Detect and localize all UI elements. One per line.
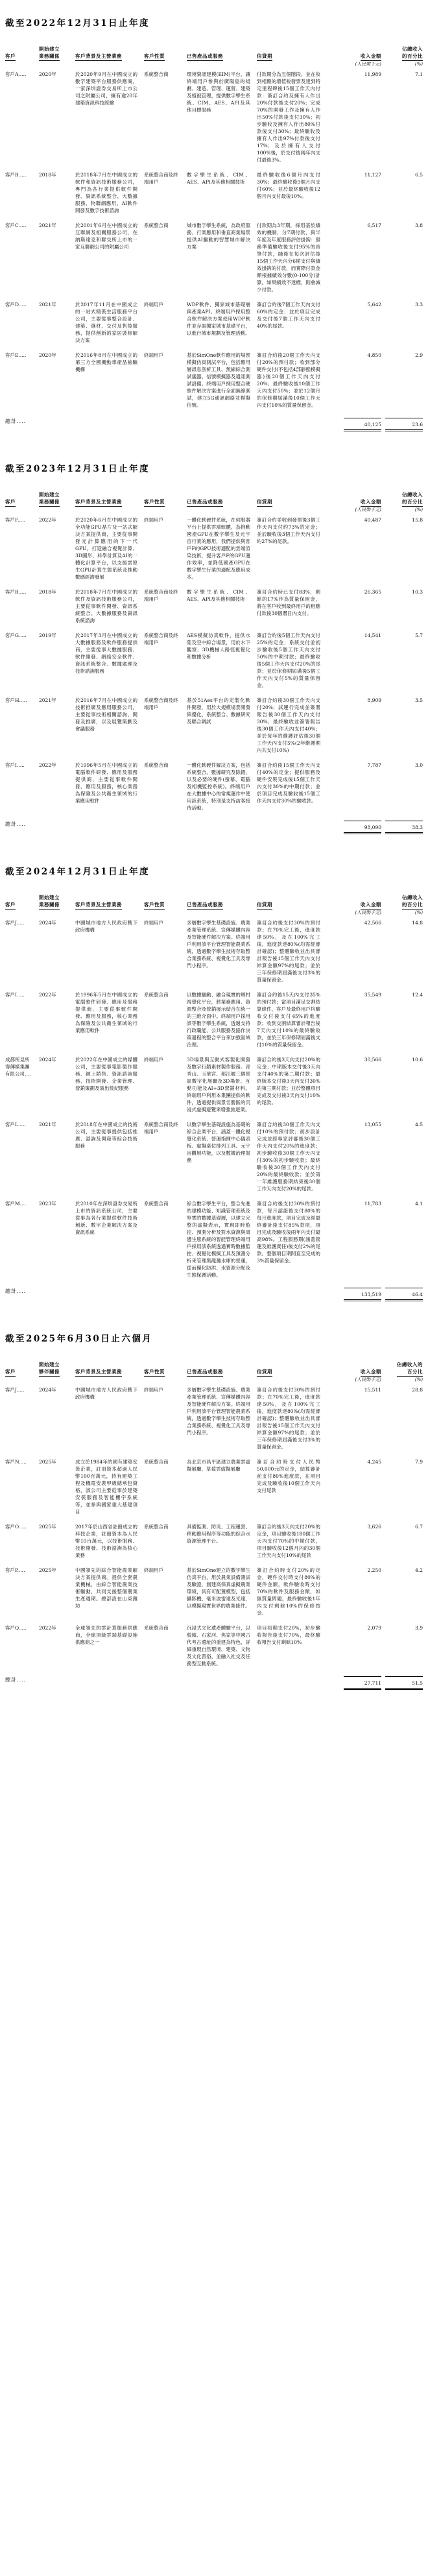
col-header-relationship-year-sub: [39, 61, 69, 69]
products-sold: 基於SimOne建立的數字孿生仿真平台，用於農業設備測試及驗證，創建高保真虛擬農業環境，具有可配置模型，包括攝影機、毫米波雷達及光達，以模擬現實世界的農業條件。: [187, 1567, 250, 1609]
revenue-amount: 14,541: [364, 632, 381, 638]
col-header-revenue: 收入金額 (人民幣千元): [327, 45, 381, 71]
customer-row: [5, 762, 423, 819]
customer-nature: 系統整合商及終端用戶: [144, 697, 178, 710]
customer-background: 於2018年7月在中國成立的軟件和資訊技術服務公司，專門為各行業提供軟件開發、資訊系統整合、大數據服務、物聯網應用、AI軟件開發及數字技術諮詢: [75, 172, 137, 213]
col-header-revenue-percentage: 佔總收入的 百分比 (%): [381, 1361, 423, 1386]
customer-nature: 系統整合商: [144, 1524, 169, 1530]
relationship-year: 2022年: [39, 517, 56, 523]
col-header-relationship-year: 開始建立 業務關係: [39, 45, 75, 71]
revenue-amount: 13,055: [364, 1122, 381, 1127]
customer-background: 中國城市地方人民政府轄下政府機構: [75, 1387, 137, 1400]
relationship-year: 2024年: [39, 920, 56, 926]
revenue-percentage: 7.9: [415, 1459, 423, 1465]
col-header-background-sub: [75, 1377, 137, 1384]
total-revenue: 98,090: [344, 821, 381, 834]
products-sold: 為北京市昌平區建立農業雲虛擬展廳、草莓雲虛擬展廳: [187, 1459, 250, 1472]
total-label: 總計....: [5, 1288, 27, 1294]
credit-period: 項目初期支付20%，初步驗收報告後支付70%，最終驗收報告支付剩餘10%: [257, 1625, 320, 1645]
customer-name: 客戶C.....: [5, 223, 27, 228]
relationship-year: 2023年: [39, 1201, 56, 1207]
customer-background: 中國城市地方人民政府轄下政府機構: [75, 920, 137, 933]
revenue-amount: 6,517: [367, 223, 381, 228]
col-header-nature: 客戶性質: [144, 894, 187, 919]
products-sold: 多層數字孿生基礎設施、農業產業管理系統、宣傳媒體內容及智能硬件解決方案。終端用戶利用該平台管理智能農業系統，透過數字孿生技術存取整合業務系統、視覺化工具及專門小程序。: [187, 920, 250, 969]
credit-period: 簽訂合約後支付30%的預付款，每月認證後支付80%的每月進度款，項目完成及經最終審計後支付85%款項，項目完成及驗收後兩年內支付最高98%。工程服務期(涵蓋營運及維護責任)後支付2%的尾款。整個項目期間直至完成的3%質量保留金。: [257, 1201, 320, 1264]
relationship-year: 2024年: [39, 1057, 56, 1063]
customer-background: 中國領先的綜合智能農業解決方案提供商。提供全套農業機械，由綜合智能農業技術驅動，共同支援整個農業生產週期。總部設在山東濰坊: [75, 1567, 137, 1609]
col-header-customer-sub: [5, 507, 32, 514]
credit-period: 簽訂合約並收到發票後3個工作天內支付約73%的定金；並於驗收後3個工作天內支付約27%的尾款。: [257, 517, 320, 544]
customer-nature: 系統整合商: [144, 992, 169, 998]
customer-nature: 系統整合商及終端用戶: [144, 1122, 178, 1135]
col-header-revenue-sub: (人民幣千元): [355, 507, 381, 512]
col-header-customer: 客戶: [5, 1361, 39, 1386]
products-sold: 基於SimOne軟件應用的場景模擬仿真測試平台，包括應用層訊息剖析工具、無線綜合測試儀器、信號模擬器及通訊測試設備。終端用戶採用整合硬軟件解決方案進行全面無線測試，建立5G通訊網絡並模擬信號。: [187, 352, 250, 408]
revenue-percentage: 4.2: [415, 1567, 423, 1573]
products-sold: 以數據驅動、融合現實的鄉村視覺化平台，將業務應用、資源整合及營銷展示結合在統一的三維介面中。終端用戶採用該等數字孿生系統，透過支持行政職能、公共服務及協作決策過程的整合平台來加強區域治理。: [187, 992, 250, 1048]
customer-row: [5, 1624, 423, 1675]
customer-nature: 系統整合商: [144, 762, 169, 768]
total-row: [5, 1286, 423, 1309]
customer-background: 於2020年6月在中國成立的全功能GPU晶片及一站式解決方案提供商，主要從事開發元計算應用的下一代GPU，打造融合視覺計算、3D圖形、科學計算及AI的一體化計算平台，以支援雲原生GPU計算生態系統及推動數碼經濟發展: [75, 517, 137, 580]
col-header-revenue-percentage-sub: (%): [414, 1377, 423, 1382]
credit-period: 付款期為3年期，採用基於績效的機制，分7期付款，與半年度及年度服務評估掛鈎：服務準備驗收後支付95%的首筆付款，隨後在每次評估後15個工作天內分6期支付與績效掛鈎的付款，而實際付款金額根據績效分數(0-100分)計算，如果績效不達標，則會減少付款。: [257, 223, 320, 293]
revenue-percentage: 4.5: [415, 1122, 423, 1127]
customer-background: 於2016年8月在中國成立的第三方全國機動車產品檢驗機構: [75, 352, 137, 372]
total-label: 總計....: [5, 821, 27, 827]
customer-background: 全球領先的雲計算服務供應商，全球頂級雲端基礎設施供應商之一: [75, 1625, 137, 1645]
relationship-year: 2022年: [39, 762, 56, 768]
col-header-relationship-year-sub: [39, 909, 69, 917]
total-revenue: 40,125: [344, 418, 381, 431]
col-header-revenue: 收入金額 (人民幣千元): [327, 1361, 381, 1386]
col-header-products-sub: [187, 909, 250, 917]
relationship-year: 2025年: [39, 1524, 56, 1530]
customer-nature: 系統整合商: [144, 1459, 169, 1465]
customer-name: 客戶D.....: [5, 302, 27, 307]
revenue-percentage: 10.6: [412, 1057, 423, 1063]
relationship-year: 2025年: [39, 1567, 56, 1573]
revenue-amount: 3,626: [367, 1524, 381, 1530]
col-header-relationship-year-sub: [39, 507, 69, 514]
prospectus-page: [5, 0, 423, 1746]
col-header-background: 客戶背景及主營業務: [75, 894, 144, 919]
customer-nature: 終端用戶: [144, 302, 163, 307]
customer-background: 於2018年7月在中國成立的軟件及資訊技術服務公司，主要從事軟件開發、資訊系統整合、大數據服務及資訊系統諮詢: [75, 589, 137, 623]
customer-name: 客戶H.....: [5, 697, 27, 703]
customer-row: [5, 1386, 423, 1458]
customer-name: 客戶M....: [5, 1201, 27, 1207]
col-header-revenue-percentage: 佔總收入 的百分比 (%): [381, 491, 423, 516]
col-header-customer-sub: [5, 61, 32, 69]
col-header-nature-sub: [144, 507, 180, 514]
total-row: [5, 819, 423, 842]
products-sold: 基於51Aes平台的定製化軟件開發，用於大規模場景開發與優化、系統整合、數據研究及聯合調試: [187, 697, 250, 725]
revenue-percentage: 5.7: [415, 632, 423, 638]
revenue-amount: 40,487: [364, 517, 381, 523]
customer-background: 於1996年5月在中國成立的電腦軟件研發、應用及服務提供商，主要從事軟件開發、應用及服務，核心業務為保險及公共衛生領域的行業應用軟件: [75, 992, 137, 1033]
revenue-amount: 2,079: [367, 1625, 381, 1631]
col-header-nature: 客戶性質: [144, 45, 187, 71]
col-header-credit-period: 信貸期: [257, 894, 327, 919]
revenue-percentage: 3.8: [415, 223, 423, 228]
relationship-year: 2021年: [39, 302, 56, 307]
products-sold: WDP軟件、獨家城市基礎層與產業API。終端用戶採用整合軟件解決方案使用WDP軟件並存取獨家城市基礎平台，以進行城市規劃及管理活動。: [187, 302, 250, 336]
customer-nature: 終端用戶: [144, 517, 163, 523]
total-label: 總計....: [5, 1677, 27, 1683]
col-header-revenue-percentage-sub: (%): [414, 62, 423, 67]
customer-row: [5, 588, 423, 632]
col-header-revenue-percentage-sub: (%): [414, 507, 423, 512]
customer-row: [5, 222, 423, 301]
col-header-revenue-sub: (人民幣千元): [355, 62, 381, 67]
revenue-amount: 11,783: [364, 1201, 381, 1207]
credit-period: 簽訂合約後15天內支付35%的預付款；當項目滿足交割結算條件，客戶及最終用戶均驗收交付後支付45%的進度款；收到交割結算審計報告後7天內支付10%的最終驗收款，並於三年保修期屆滿後支付10%的質量保留金。: [257, 992, 320, 1048]
customer-background: 於2017年11月在中國成立的一站式精裝生活服務平台公司，主要從事整合設計、建築、選材、交付及售後服務，提供創新的家居裝修解決方案: [75, 302, 137, 343]
revenue-percentage: 3.9: [415, 1625, 423, 1631]
col-header-background: 客戶背景及主營業務: [75, 45, 144, 71]
credit-period: 最終驗收後6個月內支付30%；最終驗收後9個月內支付60%；並於最終驗收後12個月內支付最後10%。: [257, 172, 320, 199]
total-percentage: 46.4: [385, 1288, 423, 1301]
total-percentage: 51.5: [385, 1676, 423, 1690]
customer-background: 成立於1984年的國有建築安裝企業，註冊資本超過人民幣100百萬元，持有建築工程及機電安裝甲級總承包資格，該公司主要從事於建築安裝服務及智能樓宇系統等，並參與國家重大基建項目: [75, 1459, 137, 1515]
customer-nature: 系統整合商: [144, 223, 169, 228]
customer-name: 客戶G.....: [5, 632, 27, 638]
credit-period: 簽訂合約時支付人民幣50,000元的定金，結算審計前支付80%進度款，在項目完成及驗收後10個工作天內支付尾款: [257, 1459, 320, 1493]
col-header-credit-period-sub: [257, 1377, 320, 1384]
credit-period: 簽訂合約後20個工作天內支付20%的預付款；收到部分硬件交付(不包括4部靜態模擬器)後20個工作天內支付20%；最終驗收後10個工作天內支付50%；並於12個月的保修期屆滿後10個工作天內支付10%的質量保留金。: [257, 352, 320, 408]
customer-nature: 終端用戶: [144, 352, 163, 358]
customer-nature: 終端用戶: [144, 1057, 163, 1063]
customer-row: [5, 171, 423, 222]
total-percentage: 23.6: [385, 418, 423, 431]
revenue-amount: 15,511: [364, 1387, 381, 1393]
customer-row: [5, 1523, 423, 1567]
products-sold: 3D場景與互動式客製化開發及數字行銷素材製作服務。青秀山、玉華宮、都江堰三個景區數字化展廳及3D場景、互動功能及AI+3D營銷材料。終端用戶利用本集團提供的軟件，透過提供風景名勝區的沉浸式虛擬遊覽來增強旅遊業。: [187, 1057, 250, 1113]
customer-name: 客戶E.....: [5, 352, 27, 358]
credit-period: 簽訂合約時支付20%的定金，硬件交付時支付80%的硬件金額，軟件驗收時支付70%的軟件及服務金額，如無質量問題，最終驗收後1年內支付剩餘10%的保修按金。: [257, 1567, 320, 1616]
total-label: 總計....: [5, 418, 27, 424]
customer-background: 於2020年9月在中國成立的數字建築平台服務供應商，一家深圳證券交易所上市公司之附屬公司，擁有逾20年建築資訊科技經驗: [75, 71, 137, 106]
col-header-products-sub: [187, 507, 250, 514]
col-header-nature: 客戶性質: [144, 491, 187, 516]
total-revenue-cell: [327, 819, 381, 842]
col-header-relationship-year: 開始建立 業務關係: [39, 894, 75, 919]
products-sold: AES模擬仿真軟件，提供水陸及空中綜合場景，用於水下觀察、3D機械人路徑視覺化和數據分析: [187, 632, 250, 660]
customer-name: 客戶J.....: [5, 1387, 25, 1393]
col-header-revenue: 收入金額 (人民幣千元): [327, 491, 381, 516]
col-header-credit-period-sub: [257, 909, 320, 917]
customer-background: 於2001年6月在中國成立的互聯網及相關服務公司，在納斯達克和聯交所上市的一家互聯網公司的附屬公司: [75, 223, 137, 250]
total-row: [5, 416, 423, 439]
col-header-relationship-year: 開始建立 夥伴關係: [39, 1361, 75, 1386]
relationship-year: 2019年: [39, 632, 56, 638]
customer-row: [5, 1458, 423, 1523]
relationship-year: 2022年: [39, 1625, 56, 1631]
products-sold: 多層數字孿生基礎設施、農業產業管理系統、宣傳媒體內容及智能硬件解決方案。終端用戶利用該平台管理智能農業系統，透過數字孿生技術存取整合業務系統、視覺化工具及專門小程序。: [187, 1387, 250, 1436]
total-revenue-cell: [327, 1286, 381, 1309]
products-sold: 環境資訊建模(EIM)平台，讓終端用戶參與於廣陽島的規劃、建造、管理、運營、建築及植被管理，提供數字孿生系統、CIM、AES、API及其他目標服務: [187, 71, 250, 113]
customer-nature: 終端用戶: [144, 1387, 163, 1393]
customer-row: [5, 991, 423, 1056]
revenue-percentage: 6.5: [415, 172, 423, 178]
customer-name: 客戶B.....: [5, 172, 27, 178]
revenue-amount: 42,566: [364, 920, 381, 926]
customer-nature: 終端用戶: [144, 920, 163, 926]
customer-name: 客戶B.....: [5, 589, 27, 595]
revenue-amount: 30,566: [364, 1057, 381, 1063]
revenue-percentage: 15.8: [412, 517, 423, 523]
revenue-amount: 35,549: [364, 992, 381, 998]
revenue-percentage: 10.3: [412, 589, 423, 595]
credit-period: 簽訂合約後支付30%的預付款；在70%完工後，進度款達50%，及在100%完工後，進度款達80%(均需經審計確認)；整體驗收並出具審計報告後15個工作天內支付結算金額97%的尾款；並於三年保修期屆滿後支付3%的質量保留金。: [257, 920, 320, 983]
header-row: [5, 491, 423, 516]
customers-table: [5, 894, 423, 1309]
revenue-percentage: 2.9: [415, 352, 423, 358]
products-sold: 一體化軟硬件系統，在伺服器平台上提供雲端軟體，為推動國產GPU在數字孿生及元宇宙行業的應用，我們提供與客戶F的GPU技術適配的雲端渲染技術，提升客戶F的GPU運作效率，並降低國產GPU在數字孿生行業的適配及應用成本。: [187, 517, 250, 580]
col-header-background-sub: [75, 507, 137, 514]
total-row: [5, 1675, 423, 1698]
customer-name: 客戶I.....: [5, 992, 25, 998]
relationship-year: 2021年: [39, 223, 56, 228]
col-header-revenue-sub: (人民幣千元): [355, 910, 381, 915]
col-header-revenue-percentage-sub: (%): [414, 910, 423, 915]
col-header-credit-period-sub: [257, 61, 320, 69]
section-title: 截至2023年12月31日止年度: [5, 464, 150, 474]
col-header-products-sub: [187, 61, 250, 69]
col-header-revenue-percentage: 佔總收入 的百分比 (%): [381, 45, 423, 71]
customer-row: [5, 697, 423, 762]
relationship-year: 2020年: [39, 352, 56, 358]
products-sold: 一體化軟硬件解決方案，包括系統整合、數據研究及除錯，以及必要的硬件(螢幕、電腦及相機監控系統)。終端用戶在大數據中心的常規運作中使用該系統，特別是支持訪客接待活動。: [187, 762, 250, 811]
revenue-amount: 11,127: [364, 172, 381, 178]
col-header-nature-sub: [144, 909, 180, 917]
customer-nature: 系統整合商: [144, 1201, 169, 1207]
total-revenue: 27,711: [344, 1676, 381, 1690]
revenue-amount: 26,365: [364, 589, 381, 595]
report: [5, 16, 423, 1698]
col-header-credit-period: 信貸期: [257, 491, 327, 516]
customer-row: [5, 301, 423, 352]
credit-period: 簽訂合約後3天內支付20%的定金；中期版本交付後3天內支付40%的第二期付款；最終版本交付後3天內支付30%的第三期付款；並於整體項目完成及交付後3天內支付10%的尾款。: [257, 1057, 320, 1105]
total-revenue-cell: [327, 1675, 381, 1698]
revenue-percentage: 3.5: [415, 697, 423, 703]
customer-nature: 系統整合商: [144, 71, 169, 77]
col-header-credit-period: 信貸期: [257, 45, 327, 71]
col-header-customer-sub: [5, 909, 32, 917]
customer-row: [5, 1056, 423, 1121]
period-section: [5, 461, 423, 842]
credit-period: 付款期分為五個階段，並在收到相應的增值稅發票及達到特定里程碑後15個工作天內付款：簽訂合約及擁有人作出20%付款後支付20%；完成70%的開發工作及擁有人作出50%付款後支付30%；初步驗收及擁有人作出80%付款後支付30%；最終驗收及擁有人作出97%付款後支付17%；及於擁有人支付100%後，於交付後兩年內支付最後3%。: [257, 71, 320, 163]
col-header-products: 已售產品或服務: [187, 45, 257, 71]
customer-row: [5, 1121, 423, 1200]
customer-background: 於1996年5月在中國成立的電腦軟件研發、應用及服務提供商，主要從事軟件開發、應用及服務，核心業務為保險及公共衛生領域的行業應用軟件: [75, 762, 137, 804]
customer-name: 客戶P.....: [5, 1567, 25, 1573]
products-sold: 數字孿生系統、CIM、AES、API及其他相關技術: [187, 589, 250, 602]
products-sold: 具備監測、防災、工程運營、移動應用程序等功能的綜合水資源管理平台。: [187, 1524, 250, 1544]
revenue-amount: 4,245: [367, 1459, 381, 1465]
section-title: 截至2025年6月30日止六個月: [5, 1334, 153, 1344]
customer-nature: 終端用戶: [144, 1567, 163, 1573]
customer-name: 成都所見所得傳媒集團有限公司....: [5, 1057, 31, 1077]
revenue-percentage: 7.1: [415, 71, 423, 77]
revenue-amount: 5,642: [367, 302, 381, 307]
header-row: [5, 894, 423, 919]
customer-background: 於2010年在深圳證券交易所上市的資訊系統公司，主要從事為各行業提供軟件技術創新、數字企業解決方案及資訊系統: [75, 1201, 137, 1235]
relationship-year: 2021年: [39, 697, 56, 703]
total-percentage-cell: [381, 819, 423, 842]
header-row: [5, 45, 423, 71]
col-header-products: 已售產品或服務: [187, 894, 257, 919]
customer-background: 於2022年在中國成立的媒體公司，主要從事電影製作服務、網上銷售、資訊諮詢服務、技術開發、企業管理、營銷策劃及演出經紀服務: [75, 1057, 137, 1091]
revenue-percentage: 3.3: [415, 302, 423, 307]
col-header-relationship-year-sub: [39, 1377, 69, 1384]
period-section: [5, 1331, 423, 1698]
col-header-customer: 客戶: [5, 491, 39, 516]
col-header-background: 客戶背景及主營業務: [75, 1361, 144, 1386]
col-header-background-sub: [75, 61, 137, 69]
revenue-percentage: 4.1: [415, 1201, 423, 1207]
customer-row: [5, 919, 423, 991]
total-percentage-cell: [381, 416, 423, 439]
credit-period: 簽訂合約後30個工作天內支付10%的預付款；初步設計完成並經專家評審後30個工作天內支付20%的進度款；初步驗收後30個工作天內支付30%的初步驗收款；最終驗收後30個工作天內支付20%的最終驗收款；並於第一年維護服務期結束後30個工作天內支付20%的尾款。: [257, 1122, 320, 1192]
customer-name: 客戶J.....: [5, 920, 25, 926]
relationship-year: 2025年: [39, 1459, 56, 1465]
total-percentage-cell: [381, 1675, 423, 1698]
col-header-credit-period: 信貸期: [257, 1361, 327, 1386]
customer-row: [5, 1200, 423, 1286]
customer-nature: 系統整合商: [144, 1625, 169, 1631]
header-row: [5, 1361, 423, 1386]
products-sold: 綜合數字孿生平台，整合先進的建模功能、知識管理系統及堅實的數據基礎層，以建立完整的虛擬表示，實現即時監控、預測分析及對水資源與周邊生態系統的智能管理終端用戶採用該系統透過實時數據監控、視覺化模擬工具及預測分析來管理黑龍灘水庫的營運，從而優化防洪、水資源分配及生態保護活動。: [187, 1201, 250, 1278]
customer-name: 客戶I.....: [5, 762, 25, 768]
period-section: [5, 16, 423, 439]
section-title: 截至2022年12月31日止年度: [5, 18, 150, 29]
customer-nature: 系統整合商及終端用戶: [144, 589, 178, 602]
revenue-amount: 7,787: [367, 762, 381, 768]
revenue-percentage: 6.7: [415, 1524, 423, 1530]
products-sold: 數字孿生系統、CIM、AES、API及其他相關技術: [187, 172, 250, 185]
relationship-year: 2021年: [39, 1122, 56, 1127]
col-header-background: 客戶背景及主營業務: [75, 491, 144, 516]
revenue-percentage: 3.0: [415, 762, 423, 768]
credit-period: 簽訂合約後7個工作天內支付60%的定金；並於項目完成及交付後7個工作天內支付40%的尾款。: [257, 302, 320, 329]
credit-period: 簽訂合約時已支付83%，剩餘的17%作為質量保留金，將在客戶收到最終用戶的相應付款後30個曆日內支付。: [257, 589, 320, 616]
section-title: 截至2024年12月31日止年度: [5, 867, 150, 877]
col-header-products: 已售產品或服務: [187, 491, 257, 516]
customer-background: 2017年於山西省註冊成立的科技企業，註冊資本為人民幣10百萬元，以技術服務、技術開發、技術諮詢為核心業務: [75, 1524, 137, 1558]
col-header-nature-sub: [144, 61, 180, 69]
customer-name: 客戶F.....: [5, 517, 25, 523]
customer-background: 於2016年7月在中國成立的技術推廣及應用服務公司，主要從事技術相關諮詢、開發及推廣，以及展覽策劃及會議服務: [75, 697, 137, 732]
customer-row: [5, 71, 423, 171]
revenue-amount: 2,250: [367, 1567, 381, 1573]
credit-period: 簽訂合約後30個工作天內支付20%；試運行完成並簽署報告後30個工作天內支付30%；最終驗收並簽署報告後30個工作天內支付40%；並於每年的維護評估後30個工作天內支付5%(2年維護期內共支付10%): [257, 697, 320, 753]
col-header-revenue-percentage: 佔總收入 的百分比 (%): [381, 894, 423, 919]
relationship-year: 2018年: [39, 172, 56, 178]
customer-name: 客戶N.....: [5, 1459, 27, 1465]
total-revenue: 133,519: [344, 1288, 381, 1301]
total-percentage-cell: [381, 1286, 423, 1309]
credit-period: 簽訂合約後15個工作天內支付40%的定金；提供服務及硬件安裝完成後15個工作天內支付30%的中期付款；並於項目完成及驗收後15個工作天內支付30%的驗收款。: [257, 762, 320, 804]
total-revenue-cell: [327, 416, 381, 439]
customer-name: 客戶A.....: [5, 71, 27, 77]
customer-name: 客戶O.....: [5, 1524, 27, 1530]
credit-period: 簽訂合約後3天內支付20%的定金，項目驗收後180個工作天內支付70%的中期付款，項目驗收後12個月內的30個工作天內支付10%的尾款: [257, 1524, 320, 1558]
relationship-year: 2018年: [39, 589, 56, 595]
products-sold: 沉浸式文化遺產體驗平台，以殷墟、石家河、焦家等中國古代考古遺址的重建為特色，詳細重現自然環境、建築、文物及文化習俗，並融入社交及任務型互動系統。: [187, 1625, 250, 1667]
customer-background: 於2017年3月在中國成立的大數據服務及軟件服務提供商，主要從事大數據服務、軟件開發、網絡安全軟件、資訊系統整合、數據處理及技術諮詢服務: [75, 632, 137, 674]
col-header-products: 已售產品或服務: [187, 1361, 257, 1386]
revenue-percentage: 28.8: [412, 1387, 423, 1393]
customers-table: [5, 491, 423, 842]
relationship-year: 2022年: [39, 992, 56, 998]
revenue-amount: 8,909: [367, 697, 381, 703]
credit-period: 簽訂合約後支付30%的預付款；在70%完工後，進度款達50%，及在100%完工後，進度款達80%(均需經審計確認)；整體驗收並出具審計報告後15個工作天內支付結算金額97%的尾款；並於三年保修期屆滿後支付3%的質量保留金。: [257, 1387, 320, 1450]
relationship-year: 2020年: [39, 71, 56, 77]
customer-name: 客戶L.....: [5, 1122, 26, 1127]
revenue-amount: 4,850: [367, 352, 381, 358]
revenue-percentage: 14.8: [412, 920, 423, 926]
col-header-nature-sub: [144, 1377, 180, 1384]
products-sold: 以數字孿生基礎設施為基礎的綜合企業平台，涵蓋一體化視覺化系統、營運指揮中心儀表板、虛擬桌位排列工具、元宇宙觀展功能，以及數據治理服務: [187, 1122, 250, 1163]
customer-row: [5, 1567, 423, 1624]
customer-name: 客戶Q.....: [5, 1625, 27, 1631]
col-header-nature: 客戶性質: [144, 1361, 187, 1386]
col-header-revenue: 收入金額 (人民幣千元): [327, 894, 381, 919]
products-sold: 城市數字孿生系統，為政府服務、行業應用和垂直商業場景提供AI驅動的智慧城市解決方案: [187, 223, 250, 250]
col-header-relationship-year: 開始建立 業務關係: [39, 491, 75, 516]
col-header-revenue-sub: (人民幣千元): [355, 1377, 381, 1382]
customer-row: [5, 516, 423, 588]
revenue-percentage: 12.4: [412, 992, 423, 998]
col-header-products-sub: [187, 1377, 250, 1384]
total-percentage: 38.3: [385, 821, 423, 834]
col-header-customer: 客戶: [5, 45, 39, 71]
relationship-year: 2024年: [39, 1387, 56, 1393]
col-header-background-sub: [75, 909, 137, 917]
period-section: [5, 864, 423, 1309]
customers-table: [5, 45, 423, 439]
col-header-credit-period-sub: [257, 507, 320, 514]
customer-row: [5, 352, 423, 416]
credit-period: 簽訂合約後5個工作天內支付25%的定金；系統交付並初步驗收後5個工作天內支付50%的中期付款；最終驗收後5個工作天內支付20%的尾款；並於保修期屆滿後5個工作天內支付5%的質量保留金。: [257, 632, 320, 688]
col-header-customer-sub: [5, 1377, 32, 1384]
customer-nature: 系統整合商及終端用戶: [144, 632, 178, 645]
col-header-customer: 客戶: [5, 894, 39, 919]
customer-background: 於2018年在中國成立的技術公司，主要從事提供包括推廣、諮詢及開發等綜合技術服務: [75, 1122, 137, 1149]
customer-row: [5, 632, 423, 697]
customers-table: [5, 1361, 423, 1698]
revenue-amount: 11,989: [364, 71, 381, 77]
customer-nature: 系統整合商及終端用戶: [144, 172, 178, 185]
